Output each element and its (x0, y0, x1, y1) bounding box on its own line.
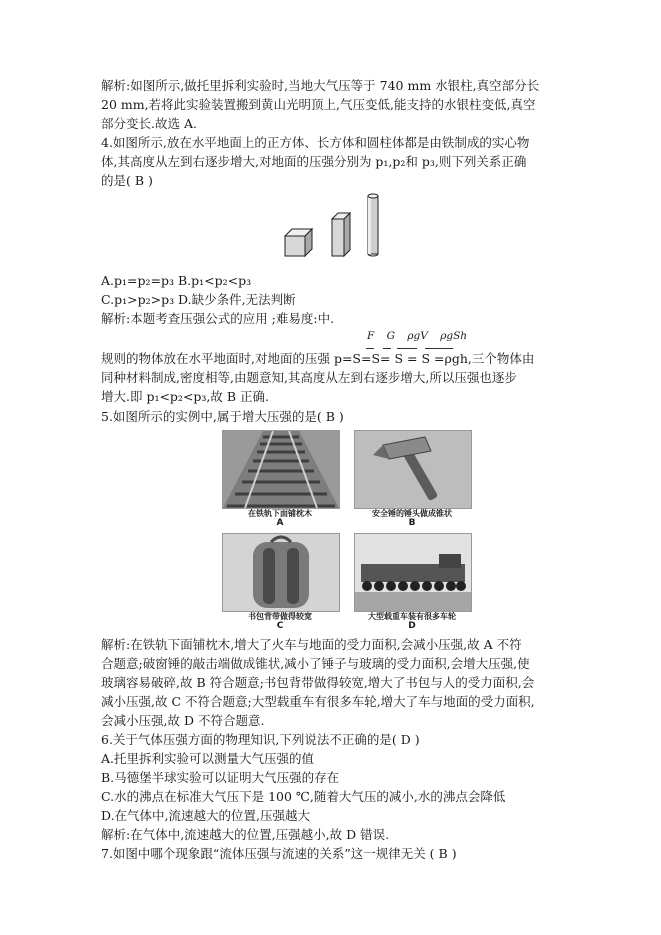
photo-letter: B (408, 518, 416, 528)
formula-numerators (367, 330, 476, 342)
text-line: 减小压强,故 C 不符合题意;大型载重车有很多车轮,增大了车与地面的受力面积, (101, 694, 535, 709)
cube-shape (285, 229, 312, 256)
photo-caption: 书包背带做得较宽 (248, 612, 312, 621)
text-line: 合题意;破窗锤的敲击端做成锥状,减小了锤子与玻璃的受力面积,会增大压强,使 (101, 656, 530, 671)
photo-safety-hammer (354, 430, 472, 509)
text-line: 6.关于气体压强方面的物理知识,下列说法不正确的是( D ) (101, 732, 420, 747)
text-line: 解析:本题考查压强公式的应用 ;难易度:中. (101, 311, 335, 326)
numerator-rho-gv: ρgV (407, 330, 428, 342)
cuboid-shape (332, 213, 350, 256)
text-line: 5.如图所示的实例中,属于增大压强的是( B ) (101, 409, 344, 424)
option-line: C.水的沸点在标准大气压下是 100 ℃,随着大气压的减小,水的沸点会降低 (101, 789, 506, 804)
q4-stem (101, 133, 571, 190)
text-line: 规则的物体放在水平地面时,对地面的压强 p=S=S= S = S =ρgh,三个物体由 (101, 351, 535, 366)
text-line: 会减小压强,故 D 不符合题意. (101, 713, 265, 728)
cylinder-shape (368, 194, 378, 256)
q4-analysis (101, 349, 571, 406)
text-line: 部分变长.故选 A. (101, 116, 197, 131)
option-line: A.托里拆利实验可以测量大气压强的值 (101, 751, 315, 766)
q4-options (101, 271, 571, 328)
text-line: 同种材料制成,密度相等,由题意知,其高度从左到右逐步增大,所以压强也逐步 (101, 370, 517, 385)
photo-railway-sleepers (222, 430, 340, 509)
photo-caption: 大型载重车装有很多车轮 (368, 612, 456, 621)
numerator-f: F (367, 330, 375, 342)
option-line: C.p₁>p₂>p₃ D.缺少条件,无法判断 (101, 292, 296, 307)
q5-stem (101, 407, 571, 426)
photo-letter: A (276, 518, 284, 528)
option-line: A.p₁=p₂=p₃ B.p₁<p₂<p₃ (101, 273, 252, 288)
text-line: 20 mm,若将此实验装置搬到黄山光明顶上,气压变低,能支持的水银柱变低,真空 (101, 97, 536, 112)
photo-heavy-truck (354, 533, 472, 612)
q3-analysis (101, 76, 571, 133)
text-line: 7.如图中哪个现象跟“流体压强与流速的关系”这一规律无关 ( B ) (101, 846, 457, 861)
text-line: 解析:在铁轨下面铺枕木,增大了火车与地面的受力面积,会减小压强,故 A 不符 (101, 637, 522, 652)
photo-caption: 在铁轨下面铺枕木 (248, 509, 312, 518)
text-line: 增大.即 p₁<p₂<p₃,故 B 正确. (101, 389, 270, 404)
option-line: D.在气体中,流速越大的位置,压强越大 (101, 808, 310, 823)
numerator-g: G (386, 330, 396, 342)
photo-letter: D (408, 621, 416, 631)
q4-solids-figure (282, 192, 392, 264)
text-line: 4.如图所示,放在水平地面上的正方体、长方体和圆柱体都是由铁制成的实心物 (101, 135, 530, 150)
photo-letter: C (276, 621, 284, 631)
option-line: B.马德堡半球实验可以证明大气压强的存在 (101, 770, 340, 785)
text-line: 解析:如图所示,做托里拆利实验时,当地大气压等于 740 mm 水银柱,真空部分长 (101, 78, 540, 93)
q6 (101, 730, 571, 863)
numerator-rho-gsh: ρgSh (440, 330, 468, 342)
q5-analysis (101, 635, 571, 730)
text-line: 解析:在气体中,流速越大的位置,压强越小,故 D 错误. (101, 827, 390, 842)
text-line: 体,其高度从左到右逐步增大,对地面的压强分别为 p₁,p₂和 p₃,则下列关系正确 (101, 154, 527, 169)
photo-backpack (222, 533, 340, 612)
text-line: 玻璃容易破碎,故 B 符合题意;书包背带做得较宽,增大了书包与人的受力面积,会 (101, 675, 535, 690)
text-line: 的是( B ) (101, 173, 153, 188)
photo-caption: 安全锤的锤头做成锥状 (372, 509, 452, 518)
